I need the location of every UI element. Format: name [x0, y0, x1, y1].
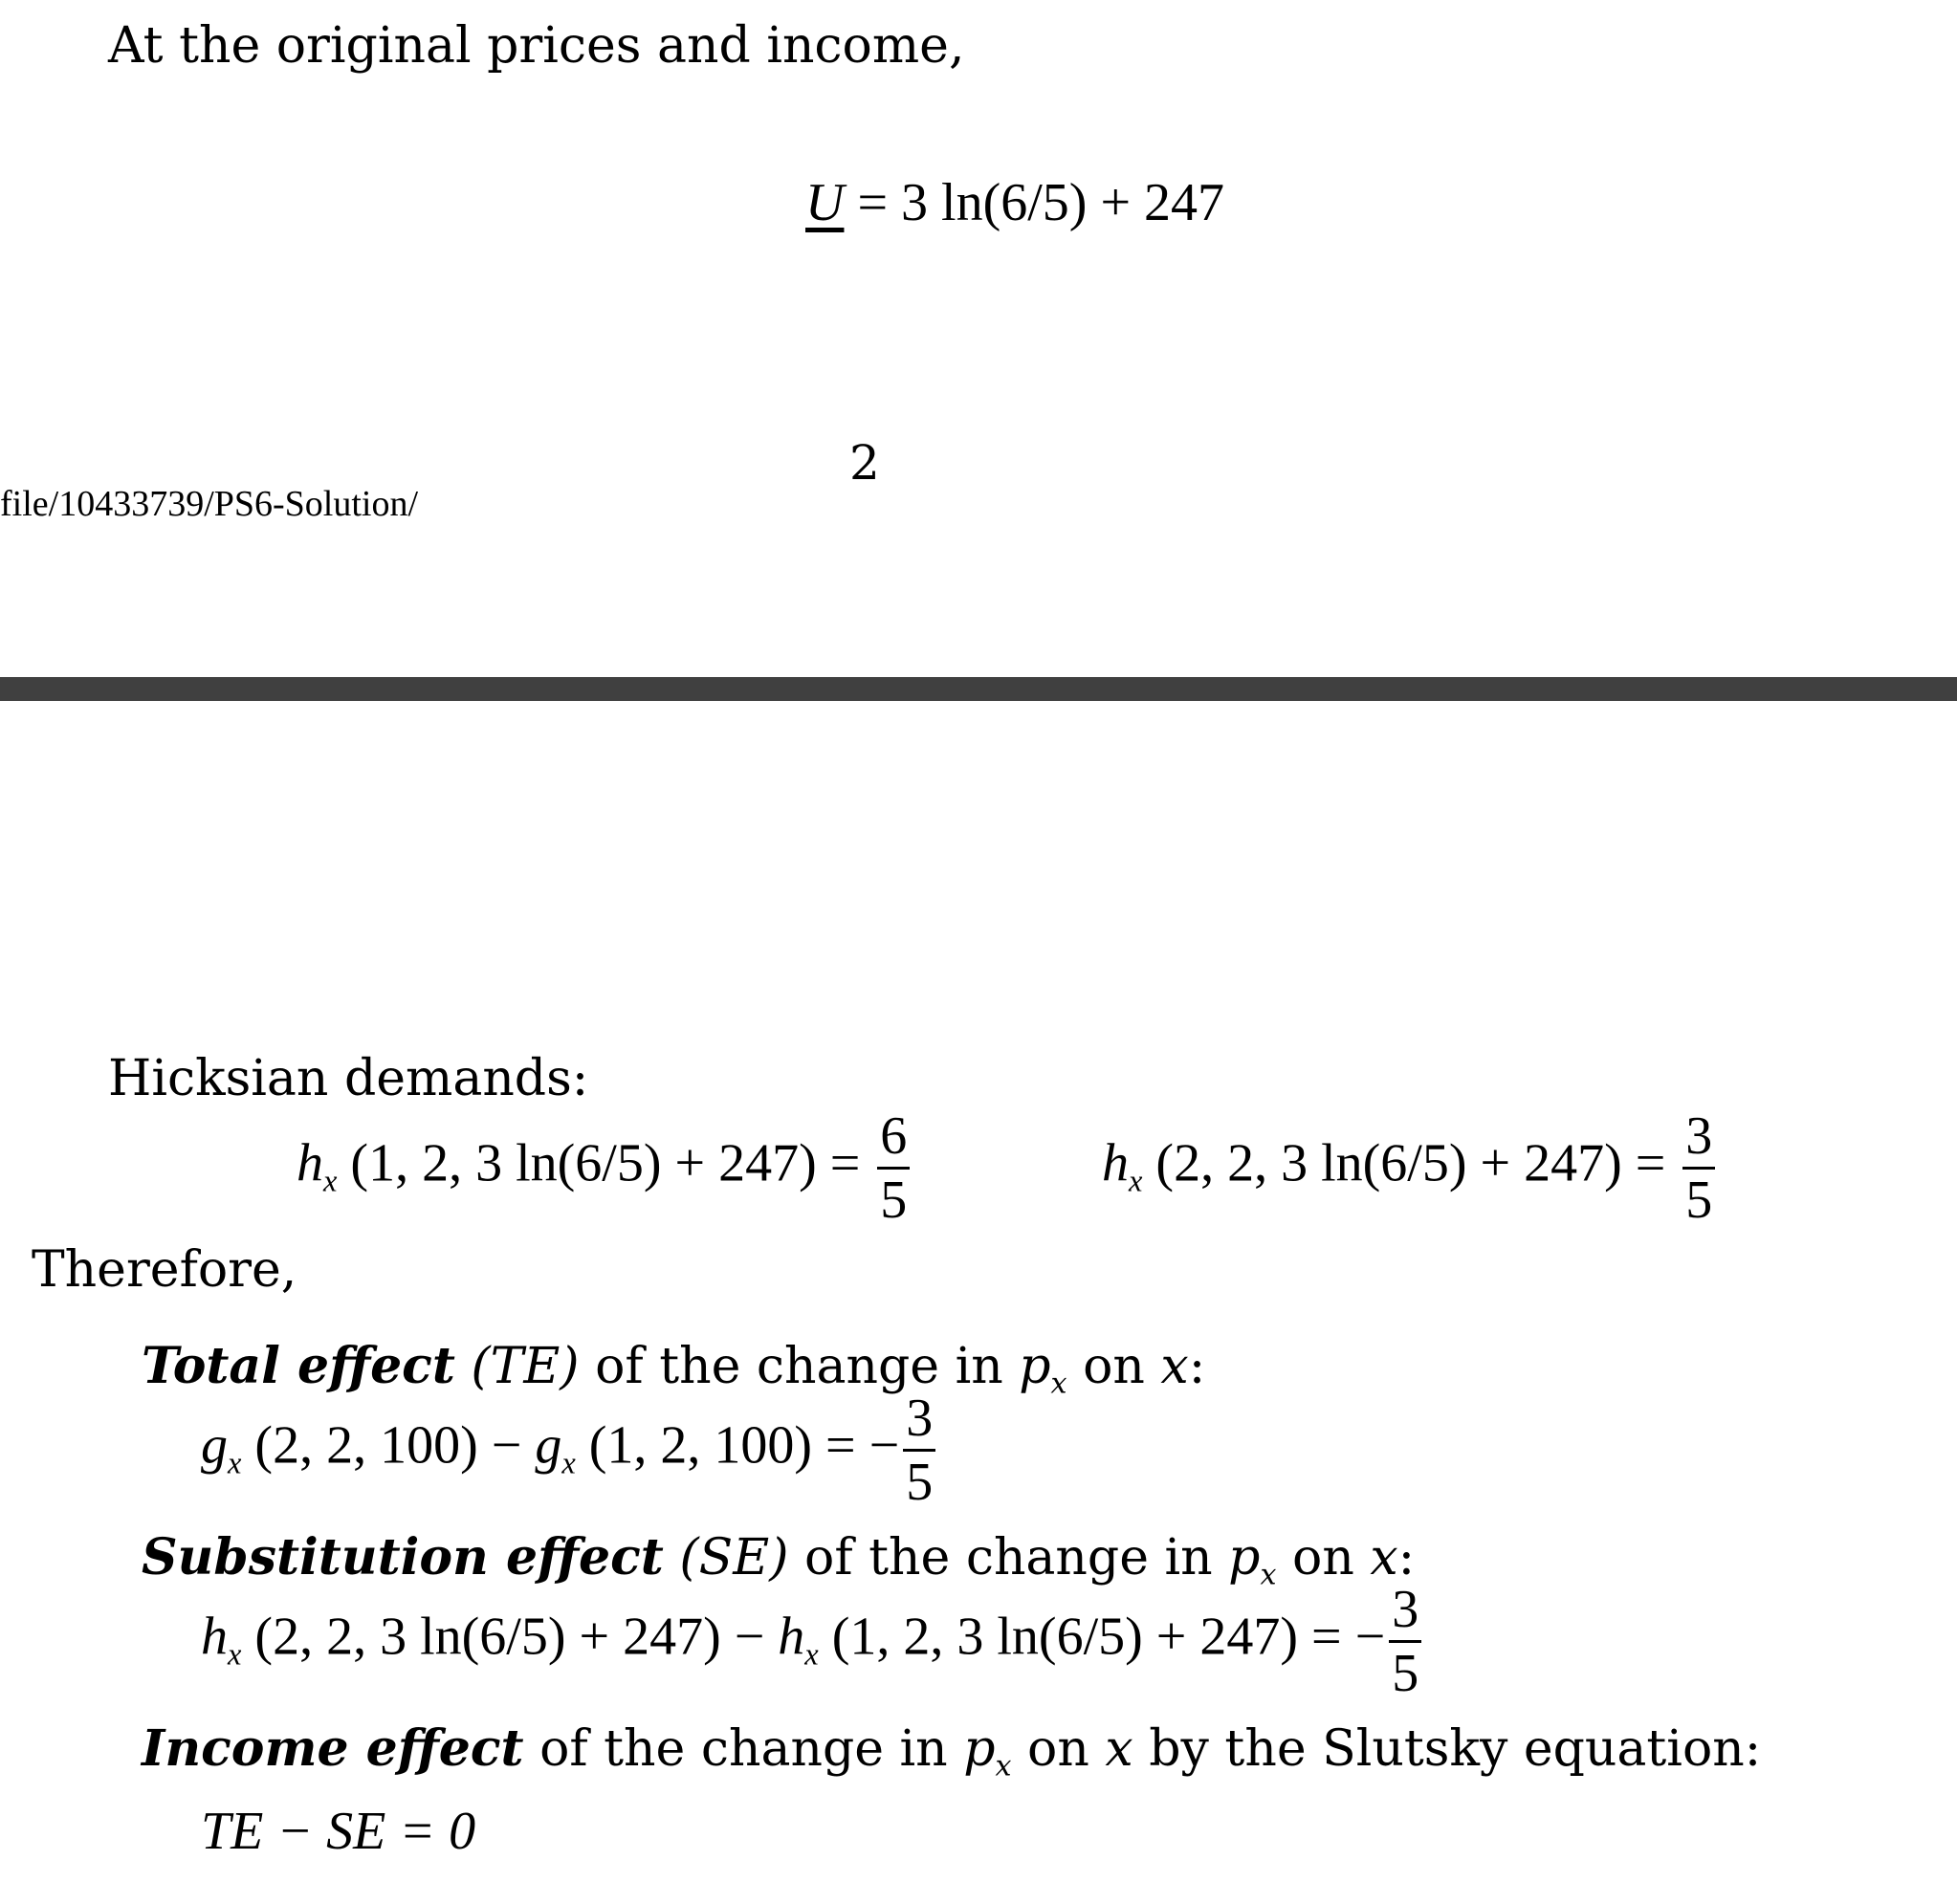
income-effect-label: Income effect	[142, 1719, 524, 1778]
income-effect-heading	[142, 1719, 1762, 1784]
fraction	[1682, 1106, 1715, 1230]
total-effect-heading	[142, 1337, 1206, 1401]
ie-on: on	[1011, 1720, 1106, 1778]
price-sub: x	[1050, 1367, 1067, 1401]
good-symbol: x	[1370, 1529, 1398, 1587]
fraction-den: 5	[1389, 1640, 1421, 1700]
total-effect-equation	[201, 1389, 939, 1512]
fraction	[1389, 1580, 1421, 1703]
g-fn: g	[201, 1415, 228, 1476]
fraction-num: 6	[880, 1106, 908, 1166]
intro-text: At the original prices and income,	[108, 17, 965, 75]
substitution-effect-heading	[142, 1528, 1416, 1592]
h-sub: x	[804, 1637, 819, 1673]
page-divider	[0, 677, 1957, 701]
se-abbr: (SE)	[663, 1529, 789, 1587]
ie-rest: of the change in	[523, 1720, 964, 1778]
fraction-den: 5	[1682, 1167, 1715, 1227]
se-rest: of the change in	[788, 1529, 1229, 1587]
h-fn: h	[1102, 1133, 1129, 1193]
price-symbol: p	[1019, 1338, 1051, 1395]
se-colon: :	[1397, 1529, 1416, 1587]
fraction-num: 3	[1392, 1580, 1419, 1639]
hicksian-eq-2	[1102, 1106, 1719, 1230]
hicksian-heading: Hicksian demands:	[108, 1050, 589, 1107]
g-fn: g	[535, 1415, 562, 1476]
ie-tail: by the Slutsky equation:	[1132, 1720, 1762, 1778]
hicksian-eq-1	[297, 1106, 913, 1230]
substitution-effect-label: Substitution effect	[142, 1528, 664, 1587]
te-args-1: (2, 2, 100) −	[241, 1415, 536, 1476]
te-rest: of the change in	[579, 1338, 1020, 1395]
substitution-effect-equation	[201, 1580, 1425, 1703]
g-sub: x	[228, 1446, 242, 1481]
se-args-2: (1, 2, 3 ln(6/5) + 247) = −	[818, 1607, 1386, 1667]
page-number: 2	[849, 435, 880, 491]
h-fn: h	[778, 1607, 805, 1667]
utility-symbol: U	[805, 173, 845, 232]
therefore-text: Therefore,	[32, 1241, 297, 1299]
income-effect-equation: TE − SE = 0	[201, 1802, 476, 1861]
good-symbol: x	[1160, 1338, 1189, 1395]
h-sub: x	[1129, 1164, 1143, 1199]
h-sub: x	[228, 1637, 242, 1673]
fraction-den: 5	[877, 1167, 910, 1227]
h-sub: x	[323, 1164, 338, 1199]
price-symbol: p	[963, 1720, 996, 1778]
fraction-num: 3	[1685, 1106, 1713, 1166]
fraction-den: 5	[903, 1449, 935, 1509]
te-args-2: (1, 2, 100) = −	[575, 1415, 900, 1476]
good-symbol: x	[1105, 1720, 1133, 1778]
price-sub: x	[1260, 1558, 1277, 1592]
se-on: on	[1276, 1529, 1371, 1587]
te-abbr: (TE)	[454, 1338, 580, 1395]
g-sub: x	[561, 1446, 576, 1481]
fraction	[877, 1106, 910, 1230]
te-on: on	[1066, 1338, 1161, 1395]
h-fn: h	[201, 1607, 228, 1667]
price-sub: x	[995, 1749, 1012, 1784]
se-args-1: (2, 2, 3 ln(6/5) + 247) −	[241, 1607, 779, 1667]
h-fn: h	[297, 1133, 323, 1193]
h-args: (2, 2, 3 ln(6/5) + 247) =	[1142, 1133, 1680, 1193]
price-symbol: p	[1228, 1529, 1261, 1587]
te-colon: :	[1188, 1338, 1206, 1395]
utility-equation	[805, 172, 1224, 233]
fraction	[903, 1389, 935, 1512]
file-path: file/10433739/PS6-Solution/	[0, 484, 419, 524]
utility-rhs: = 3 ln(6/5) + 247	[844, 173, 1225, 232]
total-effect-label: Total effect	[142, 1337, 455, 1395]
h-args: (1, 2, 3 ln(6/5) + 247) =	[337, 1133, 874, 1193]
fraction-num: 3	[906, 1389, 934, 1448]
